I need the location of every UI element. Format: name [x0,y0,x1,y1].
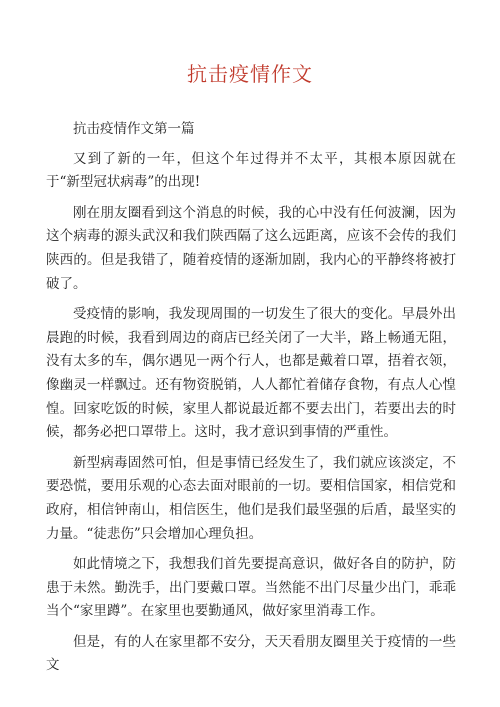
paragraph-5: 如此情境之下，我想我们首先要提高意识，做好各自的防护，防患于未然。勤洗手，出门要戴口罩。当然能不出门尽量少出门，乖乖当个“家里蹲”。在家里也要勤通风，做好家里消毒工作。 [46,556,456,620]
paragraph-4: 新型病毒固然可怕，但是事情已经发生了，我们就应该淡定，不要恐慌，要用乐观的心态去面对眼前的一切。要相信国家，相信党和政府，相信钟南山，相信医生，他们是我们最坚强的后盾，最坚实的力量。“徒悲伤”只会增加心理负担。 [46,454,456,542]
paragraph-6: 但是，有的人在家里都不安分，天天看朋友圈里关于疫情的一些文 [46,633,456,674]
paragraph-2: 刚在朋友圈看到这个消息的时候，我的心中没有任何波澜，因为这个病毒的源头武汉和我们陕西隔了这么远距离，应该不会传的我们陕西的。但是我错了，随着疫情的逐渐加剧，我内心的平静终将被打破了。 [46,204,456,292]
document-body [46,118,456,685]
paragraph-1: 又到了新的一年，但这个年过得并不太平，其根本原因就在于“新型冠状病毒”的出现! [46,150,456,191]
paragraph-3: 受疫情的影响，我发现周围的一切发生了很大的变化。早晨外出晨跑的时候，我看到周边的商店已经关闭了一大半，路上畅通无阻，没有太多的车，偶尔遇见一两个行人，也都是戴着口罩，捂着衣领，像幽灵一样飘过。还有物资脱销，人人都忙着储存食物，有点人心惶惶。回家吃饭的时候，家里人都说最近都不要去出门，若要出去的时候，都务必把口罩带上。这时，我才意识到事情的严重性。 [46,306,456,441]
document-title: 抗击疫情作文 [187,62,313,86]
section-subtitle: 抗击疫情作文第一篇 [73,121,195,137]
